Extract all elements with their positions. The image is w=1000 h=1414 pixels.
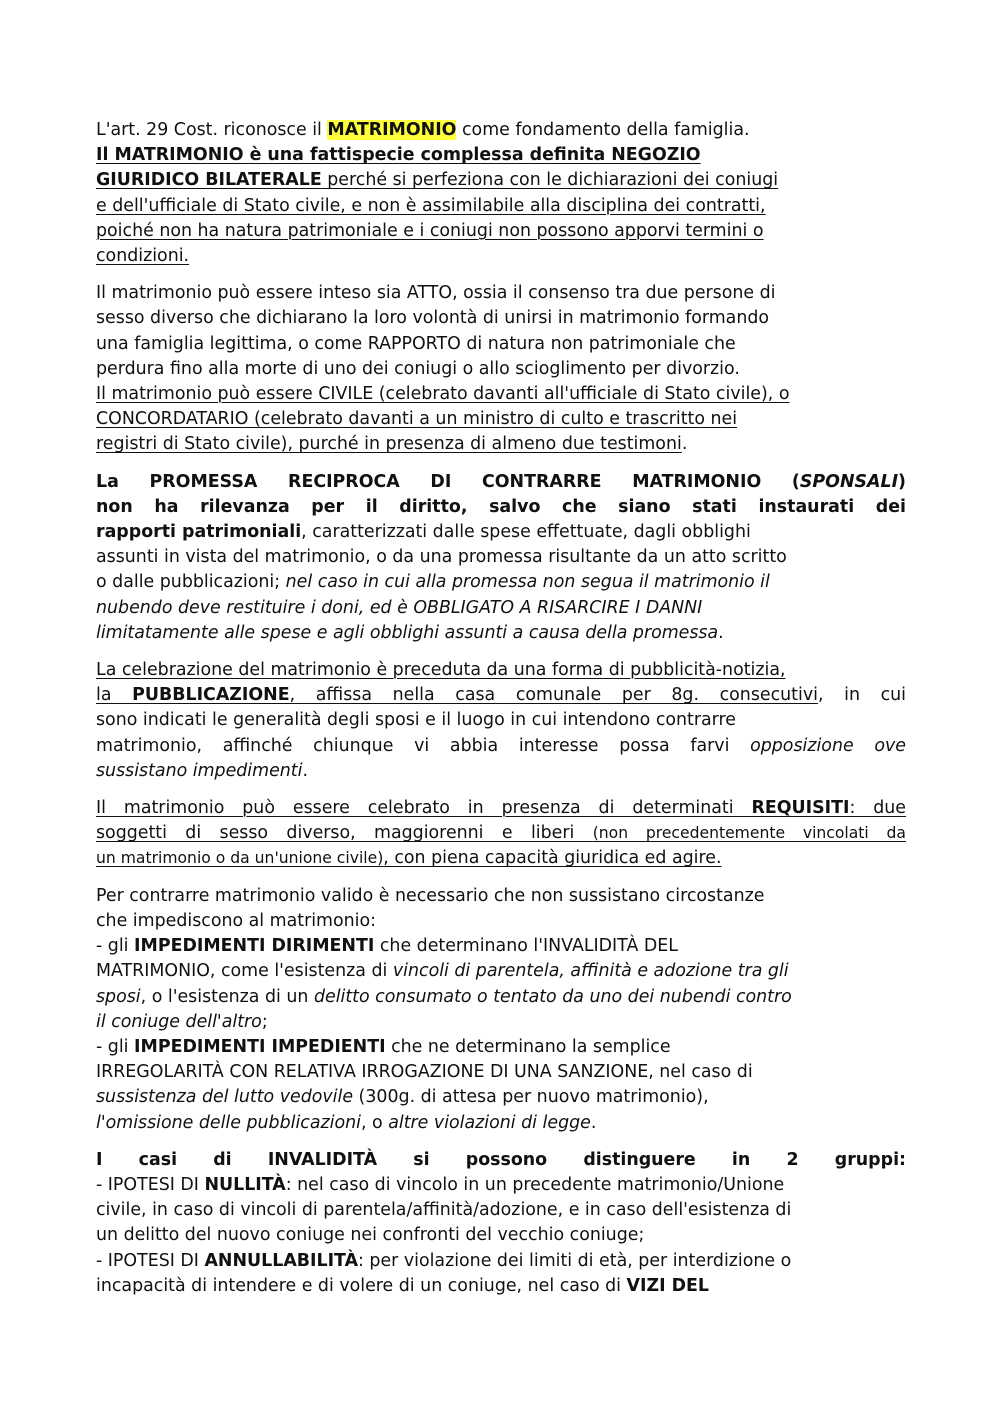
text-line (96, 796, 906, 821)
text-span: MATRIMONIO, come l'esistenza di (96, 961, 393, 982)
text-span: . (681, 434, 688, 455)
text-line: e dell'ufficiale di Stato civile, e non è assimilabile alla disciplina dei contratti, (96, 195, 766, 216)
text-line (96, 1173, 906, 1198)
text-span: . (718, 622, 724, 643)
text-span: : due (849, 798, 906, 819)
text-line (96, 934, 906, 959)
text-span: che ne determinano la semplice (385, 1036, 671, 1057)
text-line (96, 683, 906, 708)
paragraph-invalidita (96, 1148, 906, 1299)
paragraph-atto-rapporto (96, 281, 906, 457)
text-span: matrimonio, affinché chiunque vi abbia interesse possa farvi (96, 735, 751, 756)
bold-term: REQUISITI (751, 798, 850, 819)
text-line: perdura fino alla morte di uno dei coniugi o allo scioglimento per divorzio. (96, 358, 740, 379)
italic-span: sussistenza del lutto vedovile (96, 1087, 354, 1108)
text-line: assunti in vista del matrimonio, o da una promessa risultante da un atto scritto (96, 547, 787, 568)
text-line: non ha rilevanza per il diritto, salvo che siano stati instaurati dei (96, 496, 906, 517)
bold-term: ANNULLABILITÀ (204, 1250, 359, 1271)
bold-term: PUBBLICAZIONE (132, 685, 290, 706)
text-line (96, 570, 906, 595)
text-line (96, 1274, 906, 1299)
text-line: un delitto del nuovo coniuge nei confronti del vecchio coniuge; (96, 1225, 645, 1246)
italic-span: sussistano impedimenti (96, 760, 303, 781)
text-span: ; (261, 1011, 268, 1032)
text-span: - IPOTESI DI (96, 1250, 205, 1271)
text-line: La celebrazione del matrimonio è preceduta da una forma di pubblicità-notizia, (96, 660, 786, 681)
text-line: nubendo deve restituire i doni, ed è OBBLIGATO A RISARCIRE I DANNI (96, 597, 703, 618)
text-span: - gli (96, 1036, 135, 1057)
italic-span: altre violazioni di legge (388, 1112, 591, 1133)
text-line: poiché non ha natura patrimoniale e i coniugi non possono apporvi termini o (96, 220, 764, 241)
italic-span: il coniuge dell'altro (96, 1011, 262, 1032)
paragraph-pubblicazione (96, 658, 906, 784)
text-line (96, 1010, 906, 1035)
text-line: che impediscono al matrimonio: (96, 910, 376, 931)
bold-term: rapporti patrimoniali (96, 522, 302, 543)
text-line (96, 168, 906, 193)
text-line: Per contrarre matrimonio valido è necessario che non sussistano circostanze (96, 885, 765, 906)
italic-span: nel caso in cui alla promessa non segua il matrimonio il (285, 572, 770, 593)
text-span: (300g. di attesa per nuovo matrimonio), (353, 1087, 709, 1108)
text-line: Il matrimonio può essere CIVILE (celebrato davanti all'ufficiale di Stato civile), o (96, 384, 790, 405)
paragraph-requisiti (96, 796, 906, 872)
text-line: civile, in caso di vincoli di parentela/affinità/adozione, e in caso dell'esistenza di (96, 1200, 792, 1221)
text-span: , o (360, 1112, 389, 1133)
italic-span: vincoli di parentela, affinità e adozione tra gli (392, 961, 789, 982)
paragraph-promessa (96, 470, 906, 646)
bold-term: IMPEDIMENTI DIRIMENTI (134, 936, 375, 957)
text-line (96, 470, 906, 495)
text-span: Il matrimonio può essere celebrato in presenza di determinati (96, 798, 752, 819)
text-line (96, 118, 906, 143)
text-span: , o l'esistenza di un (140, 986, 314, 1007)
text-line (96, 959, 906, 984)
text-span: . (590, 1112, 597, 1133)
text-line (96, 432, 906, 457)
text-line: sono indicati le generalità degli sposi e il luogo in cui intendono contrarre (96, 710, 736, 731)
text-line (96, 1111, 906, 1136)
text-line (96, 520, 906, 545)
text-span: - gli (96, 936, 135, 957)
text-span: o dalle pubblicazioni; (96, 572, 286, 593)
paragraph-impedimenti (96, 884, 906, 1136)
small-text-span: (non precedentemente vincolati da (592, 824, 906, 843)
text-line: Il matrimonio può essere inteso sia ATTO, ossia il consenso tra due persone di (96, 283, 776, 304)
document-body (96, 118, 906, 1311)
text-line (96, 1035, 906, 1060)
text-line (96, 621, 906, 646)
text-line: CONCORDATARIO (celebrato davanti a un ministro di culto e trascritto nei (96, 409, 738, 430)
bold-term: VIZI DEL (626, 1275, 710, 1296)
text-line (96, 734, 906, 759)
text-line (96, 1085, 906, 1110)
text-span: , affissa nella casa comunale per 8g. consecutivi (289, 685, 818, 706)
text-line (96, 985, 906, 1010)
text-span: , caratterizzati dalle spese effettuate, dagli obblighi (301, 522, 751, 543)
text-span: - IPOTESI DI (96, 1174, 205, 1195)
text-span: che determinano l'INVALIDITÀ DEL (374, 936, 678, 957)
text-line (96, 1249, 906, 1274)
italic-span: sposi (96, 986, 141, 1007)
text-line: I casi di INVALIDITÀ si possono distinguere in 2 gruppi: (96, 1149, 906, 1170)
small-text-span: un matrimonio o da un'unione civile) (96, 849, 384, 868)
bold-term: GIURIDICO BILATERALE (96, 170, 322, 191)
text-span: soggetti di sesso diverso, maggiorenni e liberi (96, 823, 593, 844)
italic-term: SPONSALI (799, 471, 899, 492)
italic-span: limitatamente alle spese e agli obblighi assunti a causa della promessa (96, 622, 719, 643)
text-span: : nel caso di vincolo in un precedente matrimonio/Unione (285, 1174, 785, 1195)
italic-span: l'omissione delle pubblicazioni (96, 1112, 361, 1133)
text-line: Il MATRIMONIO è una fattispecie complessa definita NEGOZIO (96, 145, 701, 166)
text-line (96, 759, 906, 784)
text-span: come fondamento della famiglia. (456, 120, 750, 140)
italic-span: delitto consumato o tentato da uno dei nubendi contro (313, 986, 792, 1007)
paragraph-matrimonio-definizione (96, 118, 906, 269)
text-line: una famiglia legittima, o come RAPPORTO di natura non patrimoniale che (96, 333, 736, 354)
text-span: perché si perfeziona con le dichiarazioni dei coniugi (321, 170, 779, 191)
text-line: condizioni. (96, 246, 190, 267)
highlighted-term: MATRIMONIO (327, 120, 457, 140)
text-span: . (302, 760, 308, 781)
text-span: registri di Stato civile), purché in presenza di almeno due testimoni (96, 434, 682, 455)
text-line (96, 846, 906, 871)
bold-term: IMPEDIMENTI IMPEDIENTI (134, 1036, 386, 1057)
text-span: , con piena capacità giuridica ed agire. (383, 848, 722, 869)
text-span: incapacità di intendere e di volere di un coniuge, nel caso di (96, 1275, 627, 1296)
text-span: la (96, 685, 133, 706)
text-span: La PROMESSA RECIPROCA DI CONTRARRE MATRIMONIO ( (96, 471, 800, 492)
bold-term: NULLITÀ (204, 1174, 286, 1195)
text-span: L'art. 29 Cost. riconosce il (96, 120, 328, 140)
italic-span: opposizione ove (750, 735, 906, 756)
text-line: sesso diverso che dichiarano la loro volontà di unirsi in matrimonio formando (96, 308, 770, 329)
text-span: ) (898, 471, 906, 492)
text-line (96, 821, 906, 846)
text-span: , in cui (817, 685, 906, 706)
text-line: IRREGOLARITÀ CON RELATIVA IRROGAZIONE DI UNA SANZIONE, nel caso di (96, 1062, 753, 1083)
text-span: : per violazione dei limiti di età, per interdizione o (358, 1250, 792, 1271)
